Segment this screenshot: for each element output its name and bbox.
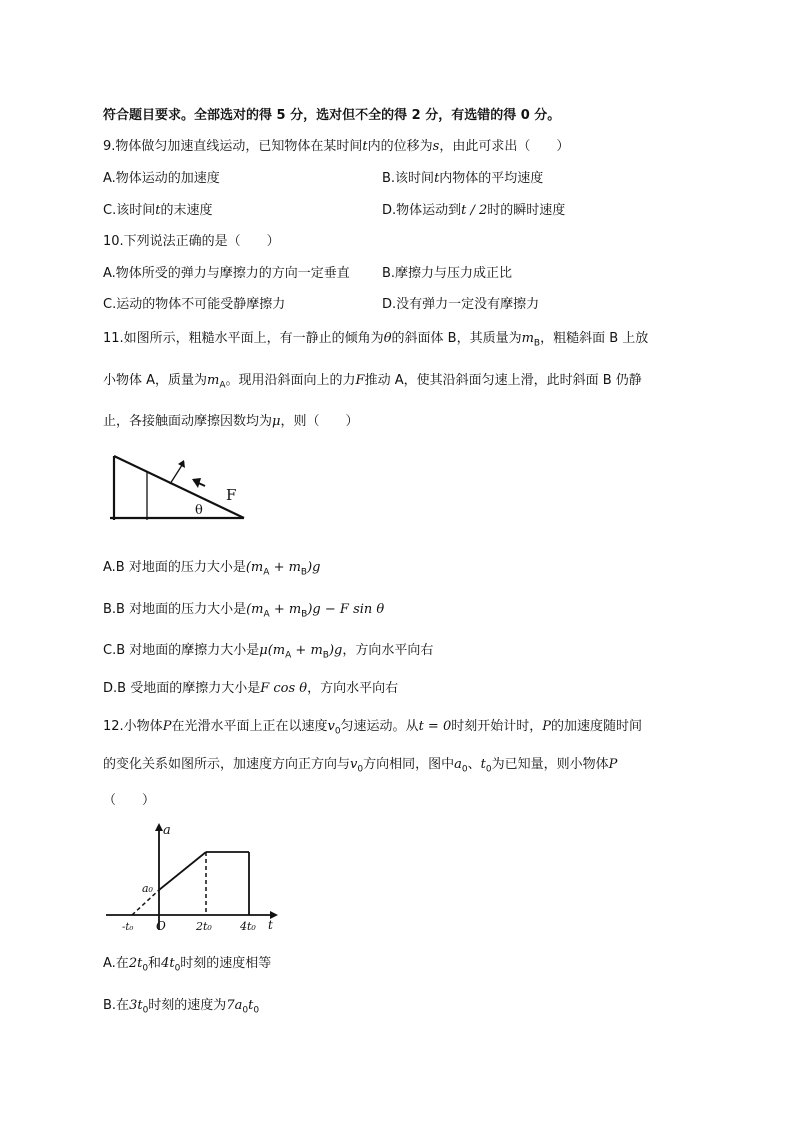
q12-a-text2: 时刻的速度相等 — [180, 956, 272, 971]
q12-l2-a: 的变化关系如图所示，加速度方向正方向与 — [103, 757, 351, 772]
q11-l1-a: 11.如图所示，粗糙水平面上，有一静止的倾角为 — [103, 331, 384, 346]
q11-a-subA: A — [263, 567, 270, 578]
q12-a-and: 和 — [148, 956, 162, 971]
acceleration-time-graph — [104, 818, 284, 936]
q11-option-c — [103, 639, 433, 661]
q12-t0: t — [480, 757, 486, 772]
question-11-line2 — [103, 369, 642, 391]
label-2t0: 2t₀ — [196, 920, 212, 933]
q11-mA-sub: A — [219, 380, 226, 391]
label-a0: a₀ — [142, 882, 153, 895]
q12-b-text: B.在 — [103, 998, 130, 1013]
q9-var-s: s — [432, 139, 440, 154]
ramp-segment — [159, 852, 206, 890]
q9-option-a: A.物体运动的加速度 — [103, 171, 220, 186]
q11-a-expr1: (m — [245, 560, 264, 575]
q9-option-b — [382, 167, 543, 186]
q12-l1-e: 的加速度随时间 — [550, 719, 642, 734]
q12-b-sub3: 0 — [253, 1005, 260, 1016]
q12-a-sub1: 0 — [142, 963, 149, 974]
q12-l2-b: 方向相同，图中 — [363, 757, 455, 772]
q12-b-sub2: 0 — [242, 1005, 249, 1016]
q11-l1-b: 的斜面体 B，其质量为 — [391, 331, 522, 346]
q11-option-b — [103, 598, 384, 620]
question-9-stem — [103, 135, 569, 154]
q10-option-d: D.没有弹力一定没有摩擦力 — [382, 297, 540, 312]
q12-b-sub1: 0 — [142, 1005, 149, 1016]
q12-a-text: A.在 — [103, 956, 129, 971]
q11-l3-a: 止，各接触面动摩擦因数均为 — [103, 414, 273, 429]
q11-option-d — [103, 677, 398, 696]
q12-l1-a: 12.小物体 — [103, 719, 163, 734]
q9-d-text2: 时的瞬时速度 — [487, 203, 566, 218]
q12-v0-sub: 0 — [334, 726, 341, 737]
q12-l1-d: 时刻开始计时， — [451, 719, 543, 734]
q11-mB-sub: B — [533, 338, 541, 349]
label-origin: O — [156, 919, 166, 933]
q9-b-text1: B.该时间 — [382, 171, 435, 186]
q11-mu: μ — [272, 414, 281, 429]
q12-a-4t: 4t — [161, 956, 175, 971]
q12-l2-c: 、 — [467, 757, 481, 772]
axis-label-t: t — [268, 918, 273, 932]
q9-b-text2: 内物体的平均速度 — [439, 171, 544, 186]
q10-option-a: A.物体所受的弹力与摩擦力的方向一定垂直 — [103, 266, 350, 281]
q9-text-a: 9.物体做匀加速直线运动，已知物体在某时间 — [103, 139, 363, 154]
q10-option-b: B.摩擦力与压力成正比 — [382, 266, 513, 281]
a-axis-arrow — [155, 823, 163, 831]
question-12-line3: （ ） — [103, 793, 156, 808]
q11-b-text: B.B 对地面的压力大小是 — [103, 602, 247, 617]
q9-c-text2: 的末速度 — [160, 203, 213, 218]
label-4t0: 4t₀ — [240, 920, 256, 933]
q9-d-text1: D.物体运动到 — [382, 203, 462, 218]
q11-theta: θ — [383, 331, 392, 346]
q11-b-subB: B — [301, 609, 308, 620]
q12-l1-b: 在光滑水平面上正在以速度 — [171, 719, 328, 734]
q11-b-expr1: (m — [246, 602, 264, 617]
question-12-line1 — [103, 715, 642, 737]
q9-text-b: 内的位移为 — [367, 139, 433, 154]
q9-b-var-t: t — [434, 171, 440, 186]
q11-a-expr3: )g — [307, 560, 321, 575]
q12-P2: P — [542, 719, 551, 734]
q11-c-expr3: )g — [328, 643, 343, 658]
q11-mA: m — [207, 373, 220, 388]
q9-c-var-t: t — [155, 203, 161, 218]
q12-l2-d: 为已知量，则小物体 — [491, 757, 609, 772]
question-10-stem: 10.下列说法正确的是（ ） — [103, 234, 280, 249]
q12-t0-sub: 0 — [485, 764, 492, 775]
q11-c-expr2: + m — [291, 643, 323, 658]
q12-option-a — [103, 952, 271, 974]
question-11-line1 — [103, 327, 648, 349]
incline-slope — [114, 456, 244, 518]
q11-c-subA: A — [285, 650, 292, 661]
q12-t-eq-0: t = 0 — [418, 719, 452, 734]
q12-b-3t: 3t — [129, 998, 143, 1013]
label-theta: θ — [195, 503, 203, 518]
q11-l2-a: 小物体 A，质量为 — [103, 373, 208, 388]
q12-l1-c: 匀速运动。从 — [340, 719, 419, 734]
q12-a0-sub: 0 — [461, 764, 468, 775]
q11-a-expr2: + m — [269, 560, 301, 575]
q11-l3-b: ，则（ ） — [280, 414, 359, 429]
q10-option-c: C.运动的物体不可能受静摩擦力 — [103, 297, 286, 312]
q11-b-expr3: )g − F sin θ — [307, 602, 385, 617]
q11-c-expr1: μ(m — [259, 643, 286, 658]
q9-option-c — [103, 199, 212, 218]
q11-l2-c: 推动 A，使其沿斜面匀速上滑，此时斜面 B 仍静 — [364, 373, 642, 388]
q9-option-d — [382, 199, 565, 218]
question-11-line3 — [103, 410, 358, 429]
q11-a-subB: B — [300, 567, 308, 578]
q12-a-2t: 2t — [128, 956, 143, 971]
q12-a0: a — [454, 757, 462, 772]
q12-a-sub2: 0 — [174, 963, 181, 974]
q11-d-expr: F cos θ — [260, 681, 308, 696]
q11-d-text: D.B 受地面的摩擦力大小是 — [103, 681, 261, 696]
q12-b-7a: 7a — [226, 998, 243, 1013]
incline-diagram — [104, 448, 254, 528]
q12-P: P — [162, 719, 172, 734]
q12-b-text2: 时刻的速度为 — [148, 998, 227, 1013]
q11-a-text: A.B 对地面的压力大小是 — [103, 560, 246, 575]
question-12-line2 — [103, 753, 617, 775]
q11-b-subA: A — [263, 609, 270, 620]
q9-text-c: ，由此可求出（ ） — [439, 139, 570, 154]
q11-l2-b: 。现用沿斜面向上的力 — [225, 373, 356, 388]
q11-d-text2: ，方向水平向右 — [307, 681, 399, 696]
q12-l2-v0-sub: 0 — [357, 764, 364, 775]
q9-c-text1: C.该时间 — [103, 203, 156, 218]
q12-b-t: t — [248, 998, 254, 1013]
q11-c-text: C.B 对地面的摩擦力大小是 — [103, 643, 260, 658]
q11-l1-c: ，粗糙斜面 B 上放 — [540, 331, 649, 346]
label-neg-t0: -t₀ — [122, 922, 134, 933]
q9-d-var: t / 2 — [461, 203, 488, 218]
q12-l2-P: P — [608, 757, 618, 772]
q9-var-t: t — [362, 139, 368, 154]
q11-option-a — [103, 556, 321, 578]
q11-b-expr2: + m — [269, 602, 302, 617]
q11-c-text2: ，方向水平向右 — [342, 643, 434, 658]
q12-v0: v — [327, 719, 335, 734]
q12-option-b — [103, 994, 259, 1016]
q12-l2-v0: v — [350, 757, 358, 772]
q11-c-subB: B — [322, 650, 329, 661]
q11-mB: m — [521, 331, 534, 346]
section-instruction: 符合题目要求。全部选对的得 5 分，选对但不全的得 2 分，有选错的得 0 分。 — [103, 108, 561, 123]
q11-F: F — [355, 373, 365, 388]
label-F: F — [226, 486, 237, 504]
axis-label-a: a — [163, 823, 171, 838]
